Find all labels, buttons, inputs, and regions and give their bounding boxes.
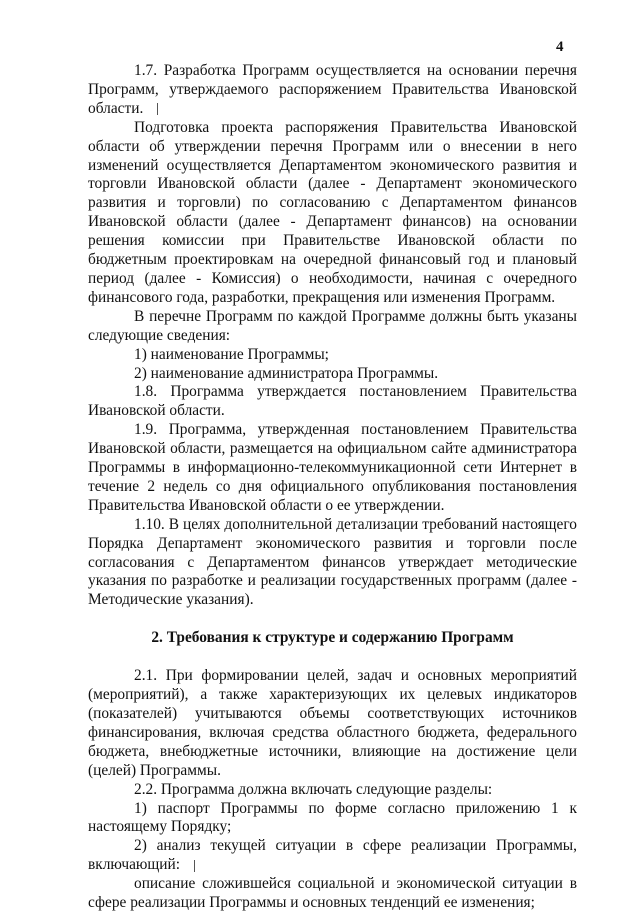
paragraph-2-2-item-2 xyxy=(88,837,577,875)
spacer xyxy=(88,648,577,667)
paragraph-1-9: 1.9. Программа, утвержденная постановлением Правительства Ивановской области, размещается на официальном сайте администратора Программы в информационно-телекоммуникационной сети Интернет в течение 2 недель со дня официального опубликования постановления Правительства Ивановской области о ее утверждении. xyxy=(88,421,577,514)
paragraph-2-2: 2.2. Программа должна включать следующие разделы: xyxy=(134,780,493,798)
paragraph-1-7 xyxy=(88,62,577,119)
scan-artifact-mark xyxy=(194,860,195,872)
page-number: 4 xyxy=(556,39,564,55)
scan-artifact-mark xyxy=(157,103,158,115)
paragraph-2-2-item-2a: описание сложившейся социальной и экономической ситуации в сфере реализации Программы и основных тенденций ее изменения; xyxy=(88,875,577,912)
paragraph-list-intro: В перечне Программ по каждой Программе должны быть указаны следующие сведения: xyxy=(88,307,577,344)
paragraph-1-7-text: 1.7. Разработка Программ осуществляется на основании перечня Программ, утверждаемого распоряжением Правительства Ивановской области. xyxy=(88,62,577,117)
list-item-1: 1) наименование Программы; xyxy=(134,345,329,363)
paragraph-2-2-item-1: 1) паспорт Программы по форме согласно приложению 1 к настоящему Порядку; xyxy=(88,799,577,836)
paragraph-preparation: Подготовка проекта распоряжения Правительства Ивановской области об утверждении перечня Программ или о внесении в него изменений осуществляется Департаментом экономического развития и торговли Ивановской области (далее - Департамент экономического развития и торговли) по согласованию с Департаментом финансов Ивановской области (далее - Департамент финансов) на основании решения комиссии при Правительстве Ивановской области по бюджетным проектировкам на очередной финансовый год и плановый период (далее - Комиссия) о необходимости, начиная с очередного финансового года, разработки, прекращения или изменения Программ. xyxy=(88,118,577,306)
paragraph-1-10: 1.10. В целях дополнительной детализации требований настоящего Порядка Департамент экономического развития и торговли после согласования с Департаментом финансов утверждает методические указания по разработке и реализации государственных программ (далее - Методические указания). xyxy=(88,515,577,609)
spacer xyxy=(88,610,577,629)
paragraph-2-2-item-2-text: 2) анализ текущей ситуации в сфере реализации Программы, включающий: xyxy=(88,837,577,874)
document-body xyxy=(88,62,577,913)
list-item-2: 2) наименование администратора Программы. xyxy=(134,364,439,382)
section-2-heading: 2. Требования к структуре и содержанию Программ xyxy=(151,629,514,647)
paragraph-2-1: 2.1. При формировании целей, задач и основных мероприятий (мероприятий), а также характеризующих их целевых индикаторов (показателей) учитываются объемы соответствующих источников финансирования, включая средства областного бюджета, федерального бюджета, внебюджетные источники, влияющие на достижение цели (целей) Программы. xyxy=(88,667,577,779)
paragraph-1-8: 1.8. Программа утверждается постановлением Правительства Ивановской области. xyxy=(88,383,577,420)
